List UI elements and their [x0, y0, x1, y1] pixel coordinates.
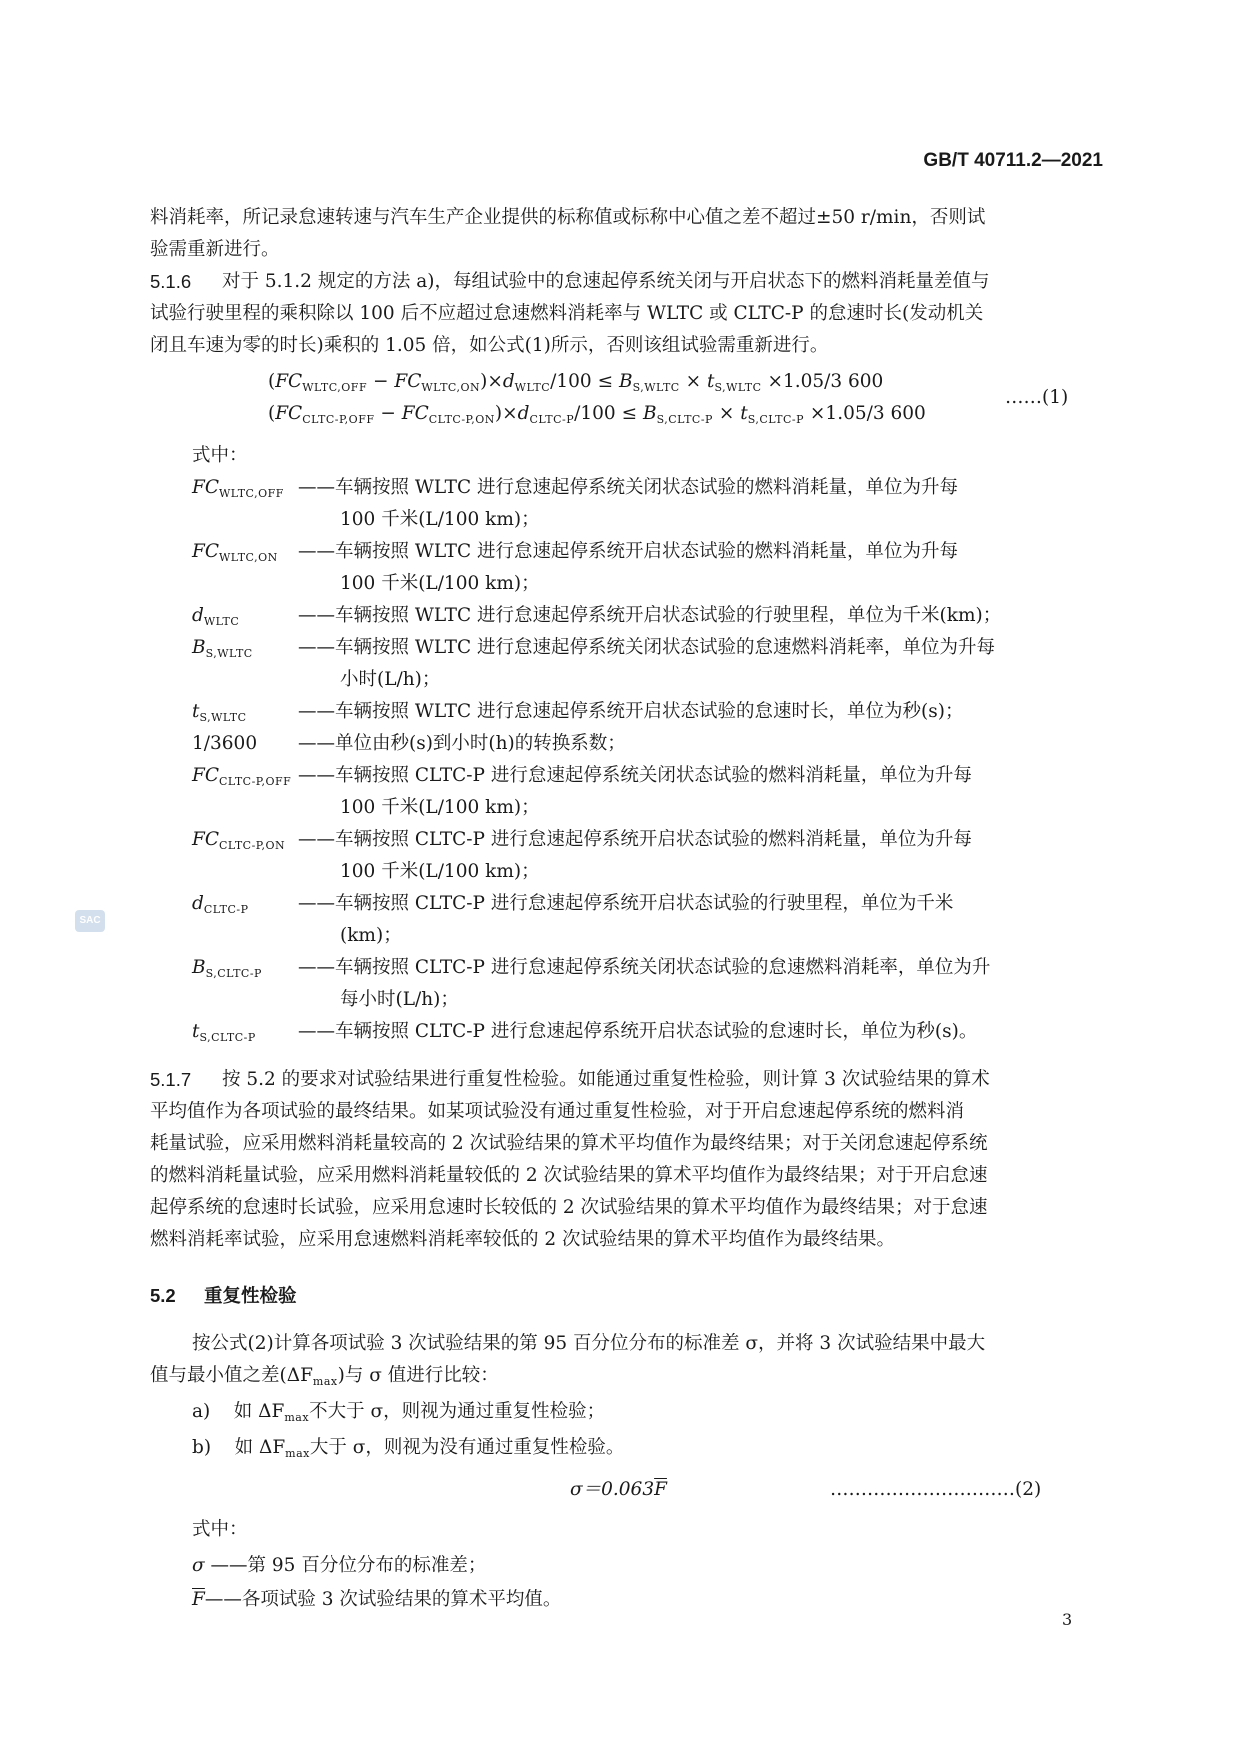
description-text: 车辆按照 WLTC 进行怠速起停系统开启状态试验的燃料消耗量，单位为升每 [335, 541, 959, 562]
symbol-main: FC [192, 765, 219, 786]
subscript: S,WLTC [632, 381, 680, 394]
subscript: max [284, 1411, 310, 1424]
paragraph-line: 试验行驶里程的乘积除以 100 后不应超过怠速燃料消耗率与 WLTC 或 CLTC-P 的怠速时长(发动机关 [150, 303, 984, 324]
formula-2 [570, 1474, 667, 1506]
paragraph-line: 对于 5.1.2 规定的方法 a)，每组试验中的怠速起停系统关闭与开启状态下的燃料消耗量差值与 [222, 271, 990, 292]
variable-symbol [192, 472, 284, 510]
variable-description [298, 760, 972, 792]
text-part: 不大于 σ，则视为通过重复性检验； [309, 1401, 606, 1422]
symbol-main: FC [192, 477, 219, 498]
symbol-main: d [192, 605, 204, 626]
description-continuation: 小时(L/h)； [340, 669, 441, 690]
dash: —— [298, 605, 335, 626]
where-label: 式中： [192, 1519, 248, 1540]
variable-symbol [192, 760, 291, 798]
variable-description [298, 1016, 977, 1048]
symbol-main: t [192, 701, 200, 722]
b-symbol: B [643, 403, 657, 424]
variable-description [298, 824, 972, 856]
paragraph-line: 耗量试验，应采用燃料消耗量较高的 2 次试验结果的算术平均值作为最终结果；对于关闭怠速起停系统 [150, 1133, 988, 1154]
variable-symbol [192, 632, 253, 670]
paragraph-line: 验需重新进行。 [150, 239, 280, 260]
fc-symbol: FC [394, 371, 422, 392]
symbol-main: t [192, 1021, 200, 1042]
dash: —— [298, 541, 335, 562]
variable-symbol [192, 824, 285, 862]
dash: —— [298, 765, 335, 786]
b-symbol: B [618, 371, 633, 392]
times-sign: × [718, 403, 735, 424]
paragraph-line: 料消耗率，所记录怠速转速与汽车生产企业提供的标称值或标称中心值之差不超过±50 r/min，否则试 [150, 207, 986, 228]
variable-description [298, 696, 963, 728]
symbol-main: FC [192, 541, 219, 562]
description-text: 车辆按照 WLTC 进行怠速起停系统开启状态试验的行驶里程，单位为千米(km)； [335, 605, 1002, 626]
subscript: S,CLTC-P [205, 967, 262, 980]
times-sign: × [487, 371, 503, 392]
paragraph-line: 的燃料消耗量试验，应采用燃料消耗量较低的 2 次试验结果的算术平均值作为最终结果；对于开启怠速 [150, 1165, 988, 1186]
subscript: S,WLTC [714, 381, 762, 394]
variable-symbol [192, 888, 249, 926]
subscript: WLTC [203, 615, 240, 628]
dash: —— [298, 477, 335, 498]
variable-description [298, 632, 995, 664]
d-symbol: d [517, 403, 530, 424]
dash: —— [210, 1555, 248, 1576]
description-text: 车辆按照 CLTC-P 进行怠速起停系统开启状态试验的燃料消耗量，单位为升每 [335, 829, 972, 850]
variable-def [192, 1550, 486, 1582]
dash: —— [298, 733, 335, 754]
symbol-main: d [192, 893, 204, 914]
t-symbol: t [740, 403, 748, 424]
paragraph-line: 起停系统的怠速时长试验，应采用怠速时长较低的 2 次试验结果的算术平均值作为最终结果；对于怠速 [150, 1197, 988, 1218]
paragraph-line: 闭且车速为零的时长)乘积的 1.05 倍，如公式(1)所示，否则该组试验需重新进行。 [150, 335, 829, 356]
list-label: b) [192, 1437, 212, 1458]
description-text: 单位由秒(s)到小时(h)的转换系数； [335, 733, 626, 754]
variable-description [298, 536, 958, 568]
standard-code: GB/T 40711.2—2021 [923, 150, 1103, 171]
subscript: WLTC,OFF [302, 381, 368, 394]
variable-description: 各项试验 3 次试验结果的算术平均值。 [241, 1589, 562, 1610]
dash: —— [298, 1021, 335, 1042]
list-label: a) [192, 1401, 211, 1422]
subscript: CLTC-P,OFF [302, 413, 375, 426]
f-bar-symbol: $\overline{F}$ [654, 1479, 667, 1500]
sac-watermark-logo: SAC [75, 910, 105, 932]
t-symbol: t [707, 371, 715, 392]
d-symbol: d [502, 371, 515, 392]
times-sign: × [685, 371, 702, 392]
fc-symbol: FC [401, 403, 429, 424]
subscript: WLTC,OFF [219, 487, 284, 500]
where-label: 式中： [192, 445, 248, 466]
subscript: S,CLTC-P [199, 1031, 256, 1044]
factor: ×1.05/3 600 [767, 371, 884, 392]
formula-1-line-wltc: $(FC_{WLTC,OFF} - FC_{WLTC,ON})\times d_{WLTC}/100 \le B_{S,WLTC} \times t_{S,WLTC} \times 1.05/3$ 600 [268, 371, 884, 394]
dash: —— [298, 893, 335, 914]
description-text: 车辆按照 CLTC-P 进行怠速起停系统开启状态试验的怠速时长，单位为秒(s)。 [335, 1021, 978, 1042]
fc-symbol: FC [275, 371, 303, 392]
subscript: CLTC-P,ON [428, 413, 495, 426]
section-title: 重复性检验 [204, 1285, 297, 1306]
variable-description: 第 95 百分位分布的标准差； [247, 1555, 487, 1576]
symbol-main: B [192, 957, 206, 978]
minus-sign: − [372, 371, 389, 392]
text-part: )与 σ 值进行比较： [337, 1365, 499, 1386]
subscript: WLTC [514, 381, 551, 394]
clause-number-5-1-6: 5.1.6 [150, 271, 192, 292]
list-item-a [192, 1396, 605, 1434]
subscript: S,WLTC [205, 647, 253, 660]
symbol-main: B [192, 637, 206, 658]
description-continuation: (km)； [340, 925, 402, 946]
variable-description [298, 600, 1001, 632]
variable-symbol [192, 728, 257, 760]
divide-100: /100 [574, 403, 616, 424]
subscript: S,CLTC-P [747, 413, 805, 426]
variable-symbol [192, 1016, 256, 1054]
description-text: 车辆按照 WLTC 进行怠速起停系统开启状态试验的怠速时长，单位为秒(s)； [335, 701, 964, 722]
subscript: max [312, 1375, 338, 1388]
description-continuation: 每小时(L/h)； [340, 989, 459, 1010]
subscript: S,WLTC [199, 711, 247, 724]
description-text: 车辆按照 WLTC 进行怠速起停系统关闭状态试验的怠速燃料消耗率，单位为升每 [335, 637, 996, 658]
subscript: CLTC-P,OFF [219, 775, 292, 788]
divide-100: /100 [550, 371, 592, 392]
leq-sign: ≤ [621, 403, 638, 424]
text-part: 大于 σ，则视为没有通过重复性检验。 [309, 1437, 625, 1458]
subscript: S,CLTC-P [656, 413, 713, 426]
description-continuation: 100 千米(L/100 km)； [340, 573, 540, 594]
variable-def [192, 1584, 561, 1616]
paragraph-line: 燃料消耗率试验，应采用怠速燃料消耗率较低的 2 次试验结果的算术平均值作为最终结果。 [150, 1229, 896, 1250]
dash: —— [298, 701, 335, 722]
variable-description [298, 888, 953, 920]
times-sign: × [502, 403, 518, 424]
subscript: max [285, 1447, 310, 1460]
paragraph-line: 平均值作为各项试验的最终结果。如某项试验没有通过重复性检验，对于开启怠速起停系统的燃料消 [150, 1101, 965, 1122]
subscript: CLTC-P [203, 903, 249, 916]
description-text: 车辆按照 CLTC-P 进行怠速起停系统关闭状态试验的怠速燃料消耗率，单位为升 [335, 957, 991, 978]
factor: ×1.05/3 600 [809, 403, 926, 424]
paragraph-line [150, 1360, 499, 1398]
symbol-main: FC [192, 829, 219, 850]
subscript: CLTC-P [529, 413, 575, 426]
page-number: 3 [1062, 1610, 1073, 1629]
text-part: 如 ΔF [234, 1437, 286, 1458]
variable-description [298, 472, 958, 504]
paragraph-line: 按公式(2)计算各项试验 3 次试验结果的第 95 百分位分布的标准差 σ，并将 3 次试验结果中最大 [192, 1333, 986, 1354]
formula-1-line-cltc: $(FC_{CLTC-P,OFF} - FC_{CLTC-P,ON})\times d_{CLTC-P}/100 \le B_{S,CLTC-P} \times t_{S,CLTC-P} \times 1.05/3$ 600 [268, 403, 926, 426]
subscript: CLTC-P,ON [219, 839, 286, 852]
variable-symbol: $\overline{F}$ [192, 1589, 205, 1610]
section-number-5-2: 5.2 [150, 1285, 176, 1306]
description-text: 车辆按照 CLTC-P 进行怠速起停系统开启状态试验的行驶里程，单位为千米 [335, 893, 954, 914]
description-continuation: 100 千米(L/100 km)； [340, 797, 540, 818]
clause-number-5-1-7: 5.1.7 [150, 1069, 192, 1090]
symbol-main: 1/3600 [192, 733, 258, 754]
dash: —— [298, 829, 335, 850]
variable-symbol [192, 536, 278, 574]
fc-symbol: FC [275, 403, 303, 424]
dash: —— [298, 637, 335, 658]
text-part: 值与最小值之差(ΔF [150, 1365, 313, 1386]
description-continuation: 100 千米(L/100 km)； [340, 509, 540, 530]
dash: —— [204, 1589, 242, 1610]
text-part: 如 ΔF [233, 1401, 285, 1422]
dash: —— [298, 957, 335, 978]
variable-description [298, 952, 990, 984]
variable-description [298, 728, 626, 760]
minus-sign: − [380, 403, 396, 424]
paragraph-line: 按 5.2 的要求对试验结果进行重复性检验。如能通过重复性检验，则计算 3 次试验结果的算术 [222, 1069, 990, 1090]
description-text: 车辆按照 CLTC-P 进行怠速起停系统关闭状态试验的燃料消耗量，单位为升每 [335, 765, 972, 786]
description-text: 车辆按照 WLTC 进行怠速起停系统关闭状态试验的燃料消耗量，单位为升每 [335, 477, 959, 498]
list-item-b [192, 1432, 624, 1470]
formula-2-number: …………………………(2) [830, 1479, 1042, 1500]
formula-lhs: σ＝0.063 [570, 1479, 655, 1500]
variable-symbol [192, 952, 262, 990]
leq-sign: ≤ [597, 371, 614, 392]
subscript: WLTC,ON [421, 381, 481, 394]
subscript: WLTC,ON [219, 551, 278, 564]
formula-1-number: ……(1) [1005, 387, 1069, 408]
description-continuation: 100 千米(L/100 km)； [340, 861, 540, 882]
variable-symbol: σ [192, 1555, 205, 1576]
